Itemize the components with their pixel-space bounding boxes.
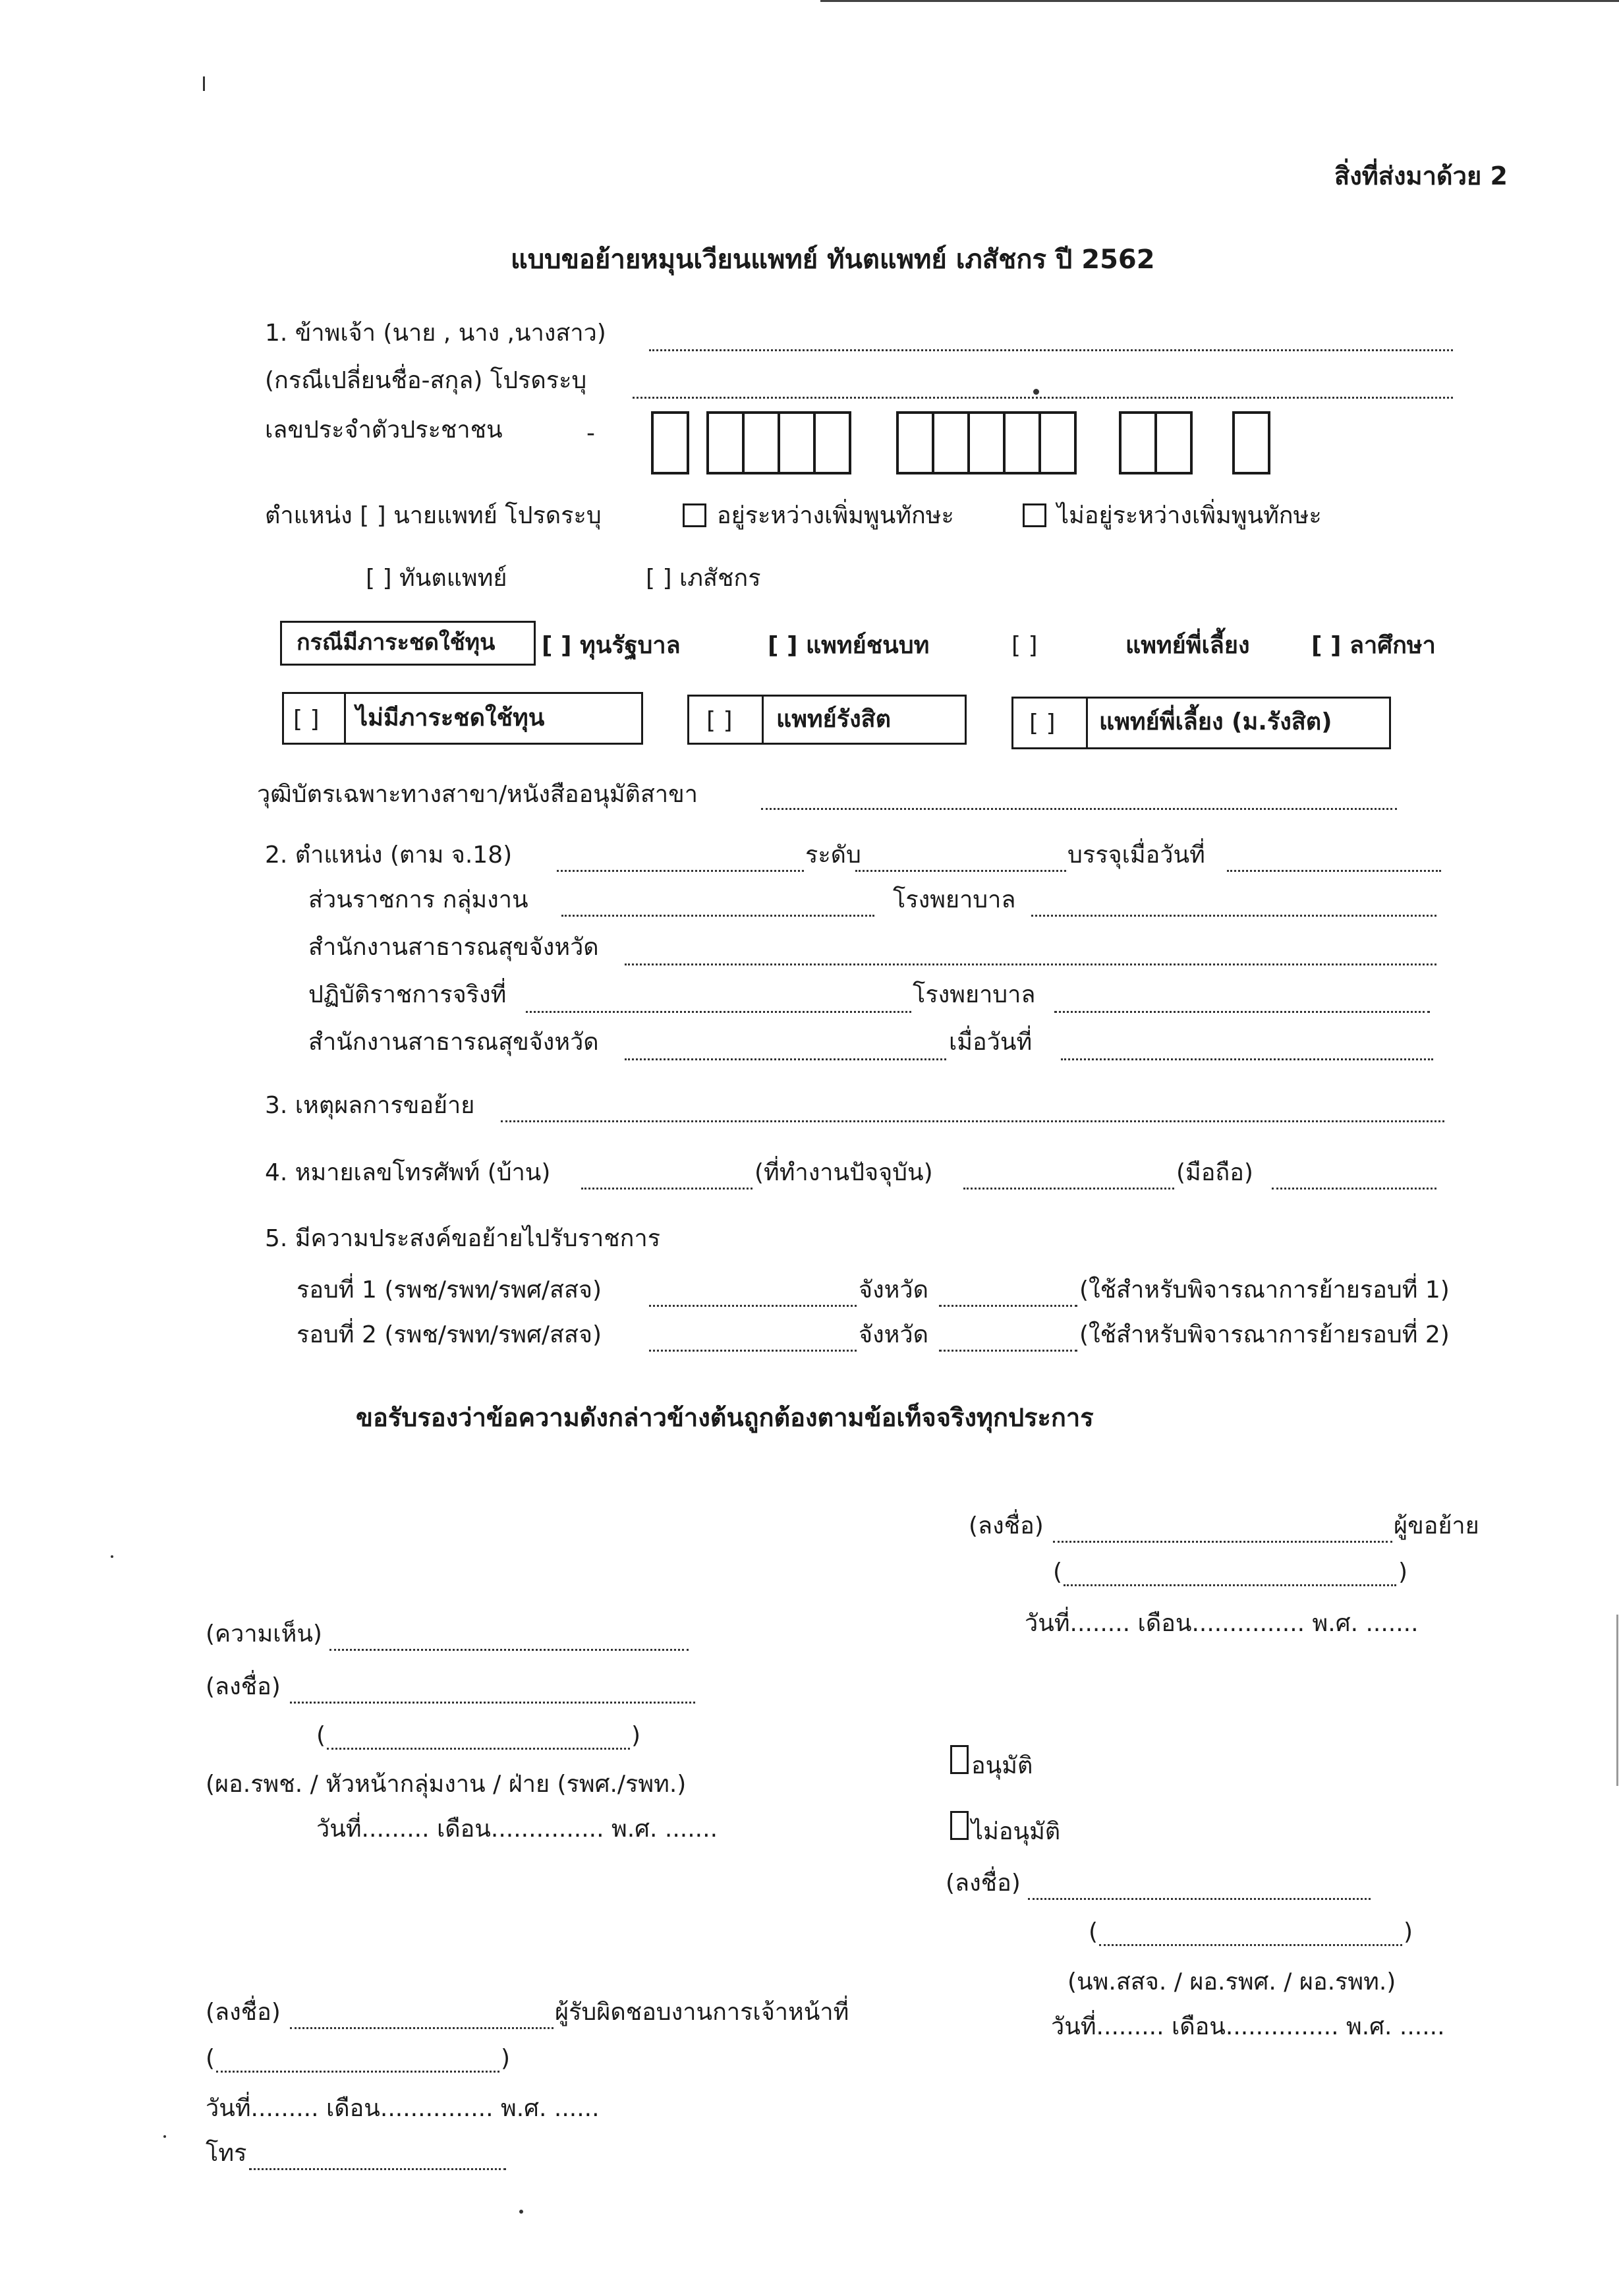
opt-mentor-doctor: แพทย์พี่เลี้ยง bbox=[1125, 632, 1250, 659]
s4-mobile-field[interactable] bbox=[1272, 1188, 1436, 1190]
certificate-field[interactable] bbox=[761, 808, 1397, 810]
name-field[interactable] bbox=[649, 349, 1453, 351]
officer-name-field[interactable] bbox=[216, 2071, 499, 2073]
s2-actual-label: ปฏิบัติราชการจริงที่ bbox=[308, 981, 507, 1008]
scan-edge-line bbox=[820, 0, 1619, 2]
scan-speck bbox=[111, 1555, 113, 1558]
s2-level-field[interactable] bbox=[855, 870, 1066, 872]
scan-edge-right bbox=[1616, 1615, 1618, 1786]
s2-hospital-label: โรงพยาบาล bbox=[893, 886, 1016, 913]
director-sign-label: (ลงชื่อ) bbox=[206, 1673, 281, 1700]
director-role: (ผอ.รพช. / หัวหน้ากลุ่มงาน / ฝ่าย (รพศ./รพท.) bbox=[206, 1771, 687, 1798]
mentor-rangsit-label: แพทย์พี่เลี้ยง (ม.รังสิต) bbox=[1099, 708, 1332, 735]
s2-division-field[interactable] bbox=[561, 915, 874, 917]
s3-reason-field[interactable] bbox=[501, 1120, 1444, 1122]
approver-paren-close: ) bbox=[1404, 1918, 1413, 1945]
opt-rural-doctor[interactable]: [ ] แพทย์ชนบท bbox=[768, 632, 930, 659]
opt-not-training-label: ไม่อยู่ระหว่างเพิ่มพูนทักษะ bbox=[1057, 502, 1322, 529]
checkbox-training[interactable] bbox=[683, 503, 706, 527]
applicant-sign-field[interactable] bbox=[1053, 1541, 1392, 1543]
s5-round2-field[interactable] bbox=[649, 1350, 857, 1352]
checkbox-not-training[interactable] bbox=[1023, 503, 1046, 527]
s5-round2-label: รอบที่ 2 (รพช/รพท/รพศ/สสจ) bbox=[297, 1321, 602, 1348]
mentor-bracket[interactable]: [ ] bbox=[1011, 632, 1038, 659]
mentor-rangsit-bracket[interactable]: [ ] bbox=[1029, 710, 1056, 737]
certificate-label: วุฒิบัตรเฉพาะทางสาขา/หนังสืออนุมัติสาขา bbox=[257, 781, 698, 808]
officer-paren-open: ( bbox=[206, 2045, 215, 2072]
opt-study-leave[interactable]: [ ] ลาศึกษา bbox=[1311, 632, 1436, 659]
position-doctor-label[interactable]: ตำแหน่ง [ ] นายแพทย์ โปรดระบุ bbox=[265, 502, 602, 529]
approver-sign-label: (ลงชื่อ) bbox=[946, 1870, 1021, 1897]
s2-position-label: 2. ตำแหน่ง (ตาม จ.18) bbox=[265, 842, 513, 869]
not-approve-checkbox[interactable] bbox=[950, 1811, 969, 1840]
no-obligation-label: ไม่มีภาระชดใช้ทุน bbox=[356, 704, 545, 732]
scan-speck bbox=[203, 76, 205, 91]
applicant-name-field[interactable] bbox=[1064, 1584, 1396, 1586]
s2-provincial2-label: สำนักงานสาธารณสุขจังหวัด bbox=[308, 1029, 599, 1056]
approver-role: (นพ.สสจ. / ผอ.รพศ. / ผอ.รพท.) bbox=[1067, 1968, 1396, 1995]
applicant-date[interactable]: วันที่........ เดือน............... พ.ศ. ....... bbox=[1025, 1610, 1419, 1637]
obligation-label: กรณีมีภาระชดใช้ทุน bbox=[297, 629, 496, 656]
approver-sign-field[interactable] bbox=[1028, 1898, 1371, 1900]
director-sign-field[interactable] bbox=[290, 1702, 695, 1704]
s5-note1: (ใช้สำหรับพิจารณาการย้ายรอบที่ 1) bbox=[1079, 1277, 1450, 1304]
scan-speck bbox=[163, 2135, 166, 2138]
approver-paren-open: ( bbox=[1089, 1918, 1098, 1945]
director-opinion-field[interactable] bbox=[329, 1649, 689, 1651]
opt-training-label: อยู่ระหว่างเพิ่มพูนทักษะ bbox=[717, 502, 954, 529]
director-opinion-label: (ความเห็น) bbox=[206, 1621, 322, 1648]
officer-sign-label: (ลงชื่อ) bbox=[206, 1999, 281, 2026]
s2-since-field[interactable] bbox=[1061, 1058, 1433, 1060]
rangsit-label: แพทย์รังสิต bbox=[776, 706, 892, 733]
s1-name-change-label: (กรณีเปลี่ยนชื่อ-สกุล) โปรดระบุ bbox=[265, 367, 587, 394]
s5-province1-label: จังหวัด bbox=[859, 1277, 928, 1304]
officer-role: ผู้รับผิดชอบงานการเจ้าหน้าที่ bbox=[555, 1999, 849, 2026]
scan-speck bbox=[519, 2210, 523, 2214]
s2-level-label: ระดับ bbox=[805, 842, 861, 869]
form-title: แบบขอย้ายหมุนเวียนแพทย์ ทันตแพทย์ เภสัชกร ปี 2562 bbox=[511, 244, 1155, 275]
applicant-sign-label: (ลงชื่อ) bbox=[969, 1512, 1044, 1539]
s2-hospital-field[interactable] bbox=[1031, 915, 1436, 917]
name-change-field[interactable] bbox=[633, 397, 1453, 399]
s2-division-label: ส่วนราชการ กลุ่มงาน bbox=[308, 886, 528, 913]
s5-round1-label: รอบที่ 1 (รพช/รพท/รพศ/สสจ) bbox=[297, 1277, 602, 1304]
applicant-role: ผู้ขอย้าย bbox=[1394, 1512, 1479, 1539]
approver-name-field[interactable] bbox=[1099, 1944, 1402, 1946]
s2-provincial-field[interactable] bbox=[625, 963, 1436, 965]
certify-statement: ขอรับรองว่าข้อความดังกล่าวข้างต้นถูกต้องตามข้อเท็จจริงทุกประการ bbox=[356, 1403, 1094, 1432]
officer-sign-field[interactable] bbox=[290, 2027, 554, 2029]
officer-phone-field[interactable] bbox=[249, 2168, 506, 2170]
s3-reason-label: 3. เหตุผลการขอย้าย bbox=[265, 1092, 475, 1119]
s5-intent-label: 5. มีความประสงค์ขอย้ายไปรับราชการ bbox=[265, 1225, 661, 1252]
s5-province2-field[interactable] bbox=[939, 1350, 1077, 1352]
s5-province2-label: จังหวัด bbox=[859, 1321, 928, 1348]
s2-appointed-label: บรรจุเมื่อวันที่ bbox=[1067, 842, 1205, 869]
officer-phone-label: โทร bbox=[206, 2140, 247, 2167]
applicant-paren-close: ) bbox=[1398, 1559, 1408, 1586]
attachment-label: สิ่งที่ส่งมาด้วย 2 bbox=[1334, 161, 1508, 190]
s4-home-label: 4. หมายเลขโทรศัพท์ (บ้าน) bbox=[265, 1159, 551, 1186]
officer-paren-close: ) bbox=[501, 2045, 511, 2072]
s5-note2: (ใช้สำหรับพิจารณาการย้ายรอบที่ 2) bbox=[1079, 1321, 1450, 1348]
s2-actual-field[interactable] bbox=[526, 1011, 911, 1013]
s2-appointed-field[interactable] bbox=[1227, 870, 1441, 872]
no-obligation-bracket[interactable]: [ ] bbox=[293, 706, 320, 733]
approver-date[interactable]: วันที่......... เดือน............... พ.ศ. ...... bbox=[1051, 2013, 1445, 2040]
id-dash: - bbox=[586, 420, 595, 447]
s4-mobile-label: (มือถือ) bbox=[1176, 1159, 1253, 1186]
director-date[interactable]: วันที่......... เดือน............... พ.ศ. ....... bbox=[316, 1816, 718, 1843]
rangsit-bracket[interactable]: [ ] bbox=[706, 707, 733, 734]
opt-gov-scholarship[interactable]: [ ] ทุนรัฐบาล bbox=[542, 632, 681, 659]
officer-date[interactable]: วันที่......... เดือน............... พ.ศ. ...... bbox=[206, 2095, 600, 2122]
position-pharmacist[interactable]: [ ] เภสัชกร bbox=[646, 565, 761, 592]
s4-work-label: (ที่ทำงานปัจจุบัน) bbox=[754, 1159, 933, 1186]
s1-name-label: 1. ข้าพเจ้า (นาย , นาง ,นางสาว) bbox=[265, 320, 606, 347]
applicant-paren-open: ( bbox=[1053, 1559, 1063, 1586]
director-paren-close: ) bbox=[631, 1722, 641, 1749]
s2-provincial2-field[interactable] bbox=[625, 1058, 946, 1060]
s2-hospital2-field[interactable] bbox=[1054, 1011, 1430, 1013]
director-name-field[interactable] bbox=[327, 1748, 630, 1750]
s2-hospital2-label: โรงพยาบาล bbox=[913, 981, 1036, 1008]
approve-label: อนุมัติ bbox=[971, 1752, 1033, 1779]
s2-position-field[interactable] bbox=[557, 870, 804, 872]
s5-province1-field[interactable] bbox=[939, 1305, 1077, 1307]
director-paren-open: ( bbox=[316, 1722, 326, 1749]
scan-speck bbox=[1033, 389, 1039, 395]
s5-round1-field[interactable] bbox=[649, 1305, 857, 1307]
s2-provincial-label: สำนักงานสาธารณสุขจังหวัด bbox=[308, 934, 599, 961]
position-dentist[interactable]: [ ] ทันตแพทย์ bbox=[366, 565, 507, 592]
s4-home-field[interactable] bbox=[581, 1188, 753, 1190]
not-approve-label: ไม่อนุมัติ bbox=[971, 1818, 1061, 1845]
id-label: เลขประจำตัวประชาชน bbox=[265, 416, 503, 444]
s4-work-field[interactable] bbox=[963, 1188, 1174, 1190]
s2-since-label: เมื่อวันที่ bbox=[949, 1029, 1033, 1056]
approve-checkbox[interactable] bbox=[950, 1745, 969, 1774]
